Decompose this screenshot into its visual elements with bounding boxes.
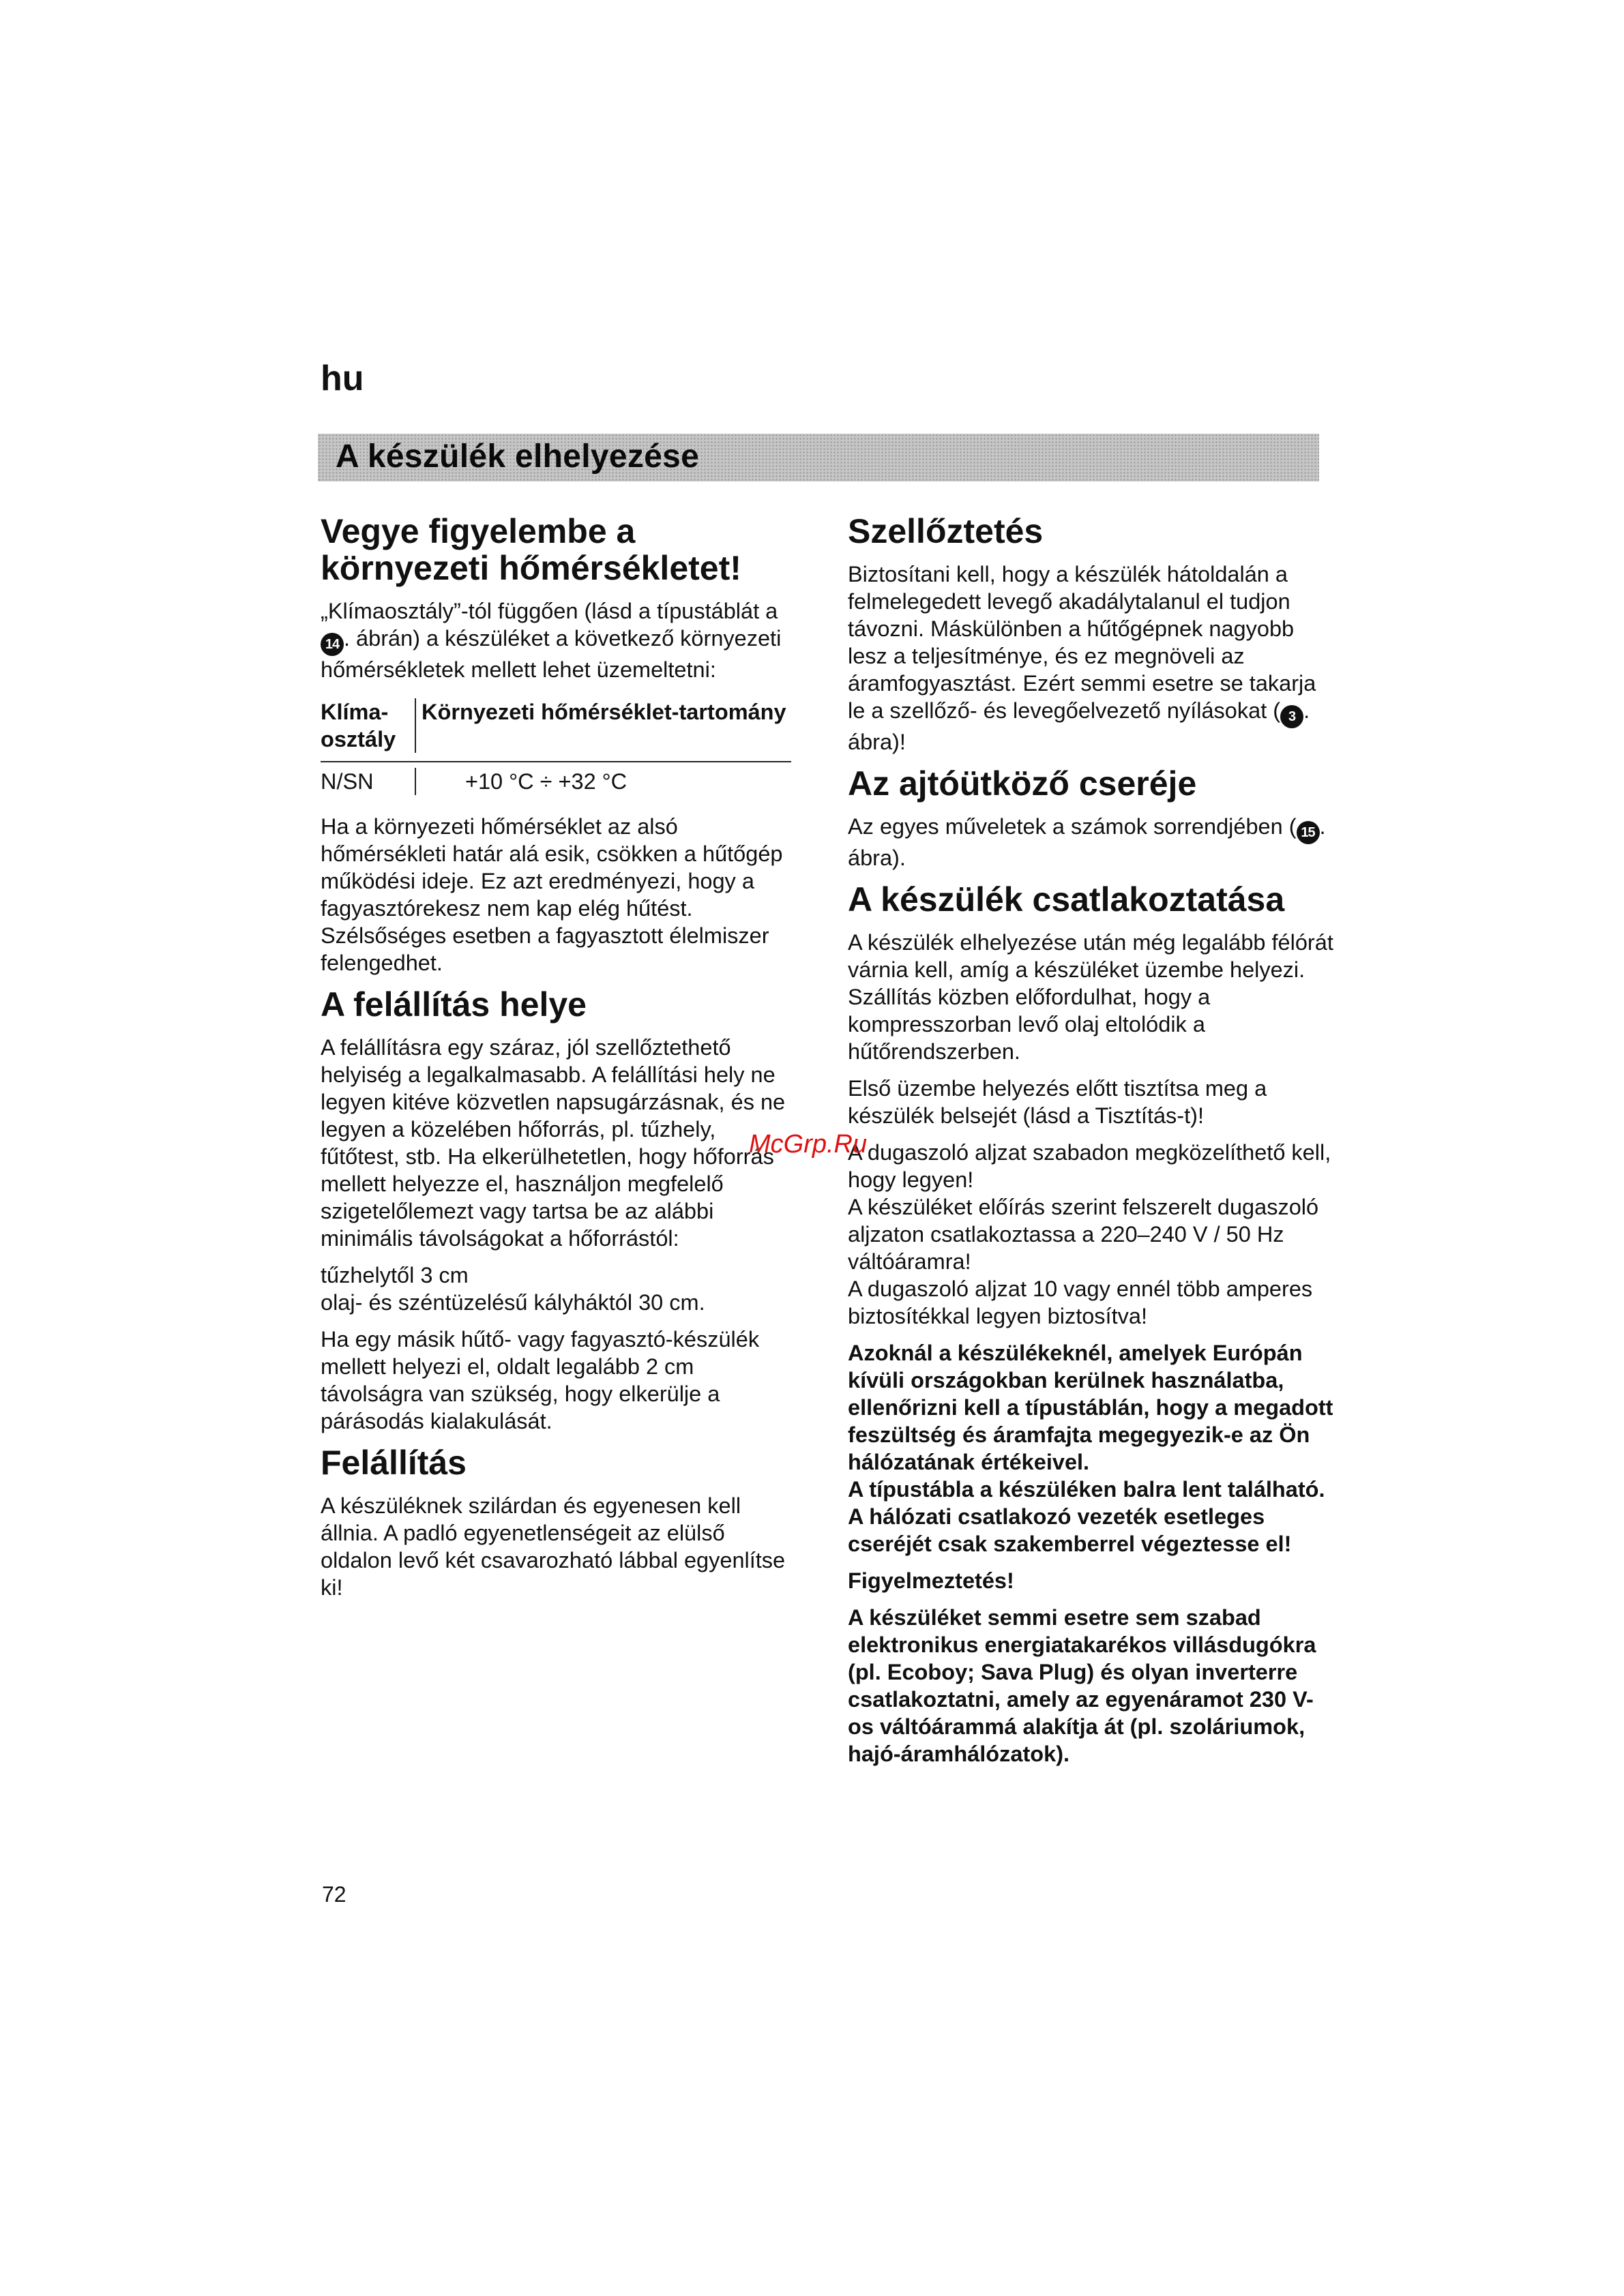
figure-ref-badge: 3 — [1280, 705, 1303, 728]
left-column — [321, 513, 798, 1611]
warning-title: Figyelmeztetés! — [848, 1568, 1014, 1593]
language-code: hu — [321, 359, 364, 398]
heading-ambient-temperature: Vegye figyelembe a környezeti hőmérsékletet! — [321, 512, 741, 587]
paragraph-climate-class-intro: „Klímaosztály”-tól függően (lásd a típustáblát a 14 . ábrán) a készüléket a következő környezeti hőmérsékletek mellett lehet üzemeltetni: — [321, 599, 782, 682]
table-header-climate-class: Klíma-osztály — [321, 700, 396, 751]
page-number: 72 — [322, 1882, 346, 1907]
paragraph-side-gap: Ha egy másik hűtő- vagy fagyasztó-készülék mellett helyezi el, oldalt legalább 2 cm távolságra van szükség, hogy elkerülje a párásodás kialakulását. — [321, 1327, 760, 1433]
figure-ref-badge: 15 — [1297, 821, 1320, 844]
right-column — [848, 513, 1339, 1777]
distance-list — [321, 1262, 798, 1316]
table-header-temperature-range: Környezeti hőmérséklet-tartomány — [415, 698, 786, 753]
section-ambient-temperature — [321, 513, 798, 976]
table-header-row — [321, 698, 791, 762]
paragraph-door-hinge: Az egyes műveletek a számok sorrendjében ( 15 . ábra). — [848, 814, 1326, 870]
watermark: McGrp.Ru — [749, 1130, 868, 1159]
section-door-hinge — [848, 765, 1339, 871]
paragraph-clean: Első üzembe helyezés előtt tisztítsa meg a készülék belsejét (lásd a Tisztítás-t)! — [848, 1076, 1267, 1128]
section-installation-location — [321, 986, 798, 1435]
rating-plate-location: A típustábla a készüléken balra lent található. A hálózati csatlakozó vezeték esetleges cseréjét csak szakemberrel végeztesse el! — [848, 1477, 1325, 1556]
table-cell-class: N/SN — [321, 769, 374, 794]
paragraph-location: A felállításra egy száraz, jól szellőztethető helyiség a legalkalmasabb. A felállítási hely ne legyen kitéve közvetlen napsugárzásnak, és ne legyen a közelében hőforrás, pl. tűzhely, fűtőtest, stb. Ha elkerülhetetlen, hogy hőforrás mellett helyezze el, használjon megfelelő szigetelőlemezt vagy tartsa be az alábbi minimális távolságokat a hőforrástól: — [321, 1035, 786, 1251]
figure-ref-badge: 14 — [321, 633, 344, 656]
section-setup — [321, 1444, 798, 1601]
distance-heater: olaj- és széntüzelésű kályháktól 30 cm. — [321, 1290, 705, 1315]
section-banner — [318, 434, 1319, 481]
table-cell-range: +10 °C ÷ +32 °C — [415, 768, 627, 795]
heading-ventilation: Szellőztetés — [848, 512, 1044, 550]
socket-access: A dugaszoló aljzat szabadon megközelíthető kell, hogy legyen! — [848, 1140, 1331, 1192]
socket-mains: A készüléket előírás szerint felszerelt dugaszoló aljzaton csatlakoztassa a 220–240 V / 50 Hz váltóáramra! — [848, 1195, 1319, 1274]
paragraph-low-temperature: Ha a környezeti hőmérséklet az alsó hőmérsékleti határ alá esik, csökken a hűtőgép működési ideje. Ez azt eredményezi, hogy a fagyasztórekesz nem kap elég hűtést. Szélsőséges esetben a fagyasztott élelmiszer felengedhet. — [321, 814, 783, 975]
paragraph-setup: A készüléknek szilárdan és egyenesen kell állnia. A padló egyenetlenségeit az elülső oldalon levő két csavarozható lábbal egyenlítse ki! — [321, 1493, 786, 1600]
paragraph-wait: A készülék elhelyezése után még legalább félórát várnia kell, amíg a készüléket üzembe helyezi. Szállítás közben előfordulhat, hogy a kompresszorban levő olaj eltolódik a hűtőrendszerben. — [848, 930, 1333, 1064]
distance-stove: tűzhelytől 3 cm — [321, 1263, 469, 1287]
climate-class-table — [321, 698, 791, 795]
paragraph-ventilation: Biztosítani kell, hogy a készülék hátoldalán a felmelegedett levegő akadálytalanul el tudjon távozni. Máskülönben a hűtőgépnek nagyobb lesz a teljesítménye, és ez megnöveli az áramfogyasztást. Ezért semmi esetre se takarja le a szellőző- és levegőelvezető nyílásokat ( 3 . ábra)! — [848, 562, 1316, 754]
section-connection — [848, 881, 1339, 1768]
paragraph-rating-plate — [848, 1339, 1339, 1557]
table-row — [321, 762, 791, 795]
banner-title: A készülék elhelyezése — [336, 438, 700, 475]
heading-installation-location: A felállítás helye — [321, 985, 587, 1024]
heading-door-hinge: Az ajtóütköző cseréje — [848, 764, 1197, 803]
section-ventilation — [848, 513, 1339, 756]
socket-fuse: A dugaszoló aljzat 10 vagy ennél több amperes biztosítékkal legyen biztosítva! — [848, 1277, 1313, 1328]
warning-text: A készüléket semmi esetre sem szabad elektronikus energiatakarékos villásdugókra (pl. Ecoboy; Sava Plug) és olyan inverterre csatlakoztatni, amely az egyenáramot 230 V-os váltóárammá alakítja át (pl. szoláriumok, hajó-áramhálózatok). — [848, 1605, 1316, 1766]
rating-plate-check: Azoknál a készülékeknél, amelyek Európán kívüli országokban kerülnek használatba, ellenőrizni kell a típustáblán, hogy a megadott feszültség és áramfajta megegyezik-e az Ön hálózatának értékeivel. — [848, 1341, 1333, 1474]
heading-connection: A készülék csatlakoztatása — [848, 880, 1285, 919]
heading-setup: Felállítás — [321, 1444, 467, 1482]
paragraph-socket — [848, 1139, 1339, 1330]
